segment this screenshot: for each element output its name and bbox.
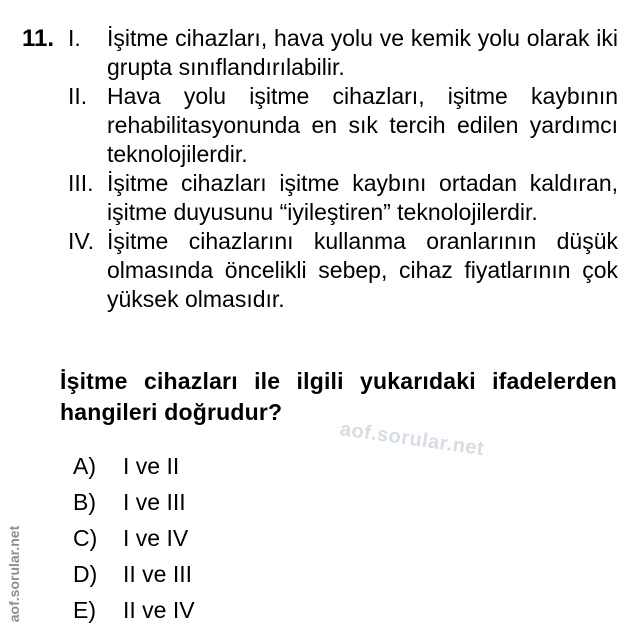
statement-numeral: IV. (68, 228, 95, 254)
watermark-inline: aof.sorular.net (338, 418, 486, 461)
watermark-side: aof.sorular.net (6, 525, 22, 623)
option-letter: E) (73, 597, 96, 623)
statement-text: İşitme cihazları, hava yolu ve kemik yolu olarak iki grupta sınıflandırılabilir. (107, 25, 618, 80)
option-b[interactable] (73, 484, 195, 520)
option-letter: A) (73, 453, 96, 479)
statement-text: İşitme cihazlarını kullanma oranlarının düşük olmasında öncelikli sebep, cihaz fiyatlarının çok yüksek olmasıdır. (107, 228, 618, 312)
option-text: II ve III (123, 561, 193, 587)
option-e[interactable] (73, 592, 195, 628)
option-text: I ve II (123, 453, 180, 479)
statement-iii (68, 169, 618, 227)
statement-numeral: I. (68, 25, 81, 51)
option-c[interactable] (73, 520, 195, 556)
answer-options (73, 448, 195, 628)
option-text: I ve III (123, 489, 186, 515)
statement-numeral: II. (68, 83, 88, 109)
option-a[interactable] (73, 448, 195, 484)
option-letter: C) (73, 525, 98, 551)
statement-numeral: III. (68, 170, 94, 196)
statement-iv (68, 227, 618, 314)
question-number: 11. (22, 25, 55, 52)
statement-i (68, 24, 618, 82)
statement-list (68, 24, 618, 314)
option-letter: B) (73, 489, 96, 515)
option-letter: D) (73, 561, 98, 587)
option-text: I ve IV (123, 525, 189, 551)
statement-text: İşitme cihazları işitme kaybını ortadan kaldıran, işitme duyusunu “iyileştiren” teknolojilerdir. (107, 170, 618, 225)
option-text: II ve IV (123, 597, 195, 623)
statement-text: Hava yolu işitme cihazları, işitme kaybının rehabilitasyonunda en sık tercih edilen yardımcı teknolojilerdir. (107, 83, 618, 167)
statement-ii (68, 82, 618, 169)
question-prompt: İşitme cihazları ile ilgili yukarıdaki ifadelerden hangileri doğrudur? (60, 368, 617, 425)
option-d[interactable] (73, 556, 195, 592)
